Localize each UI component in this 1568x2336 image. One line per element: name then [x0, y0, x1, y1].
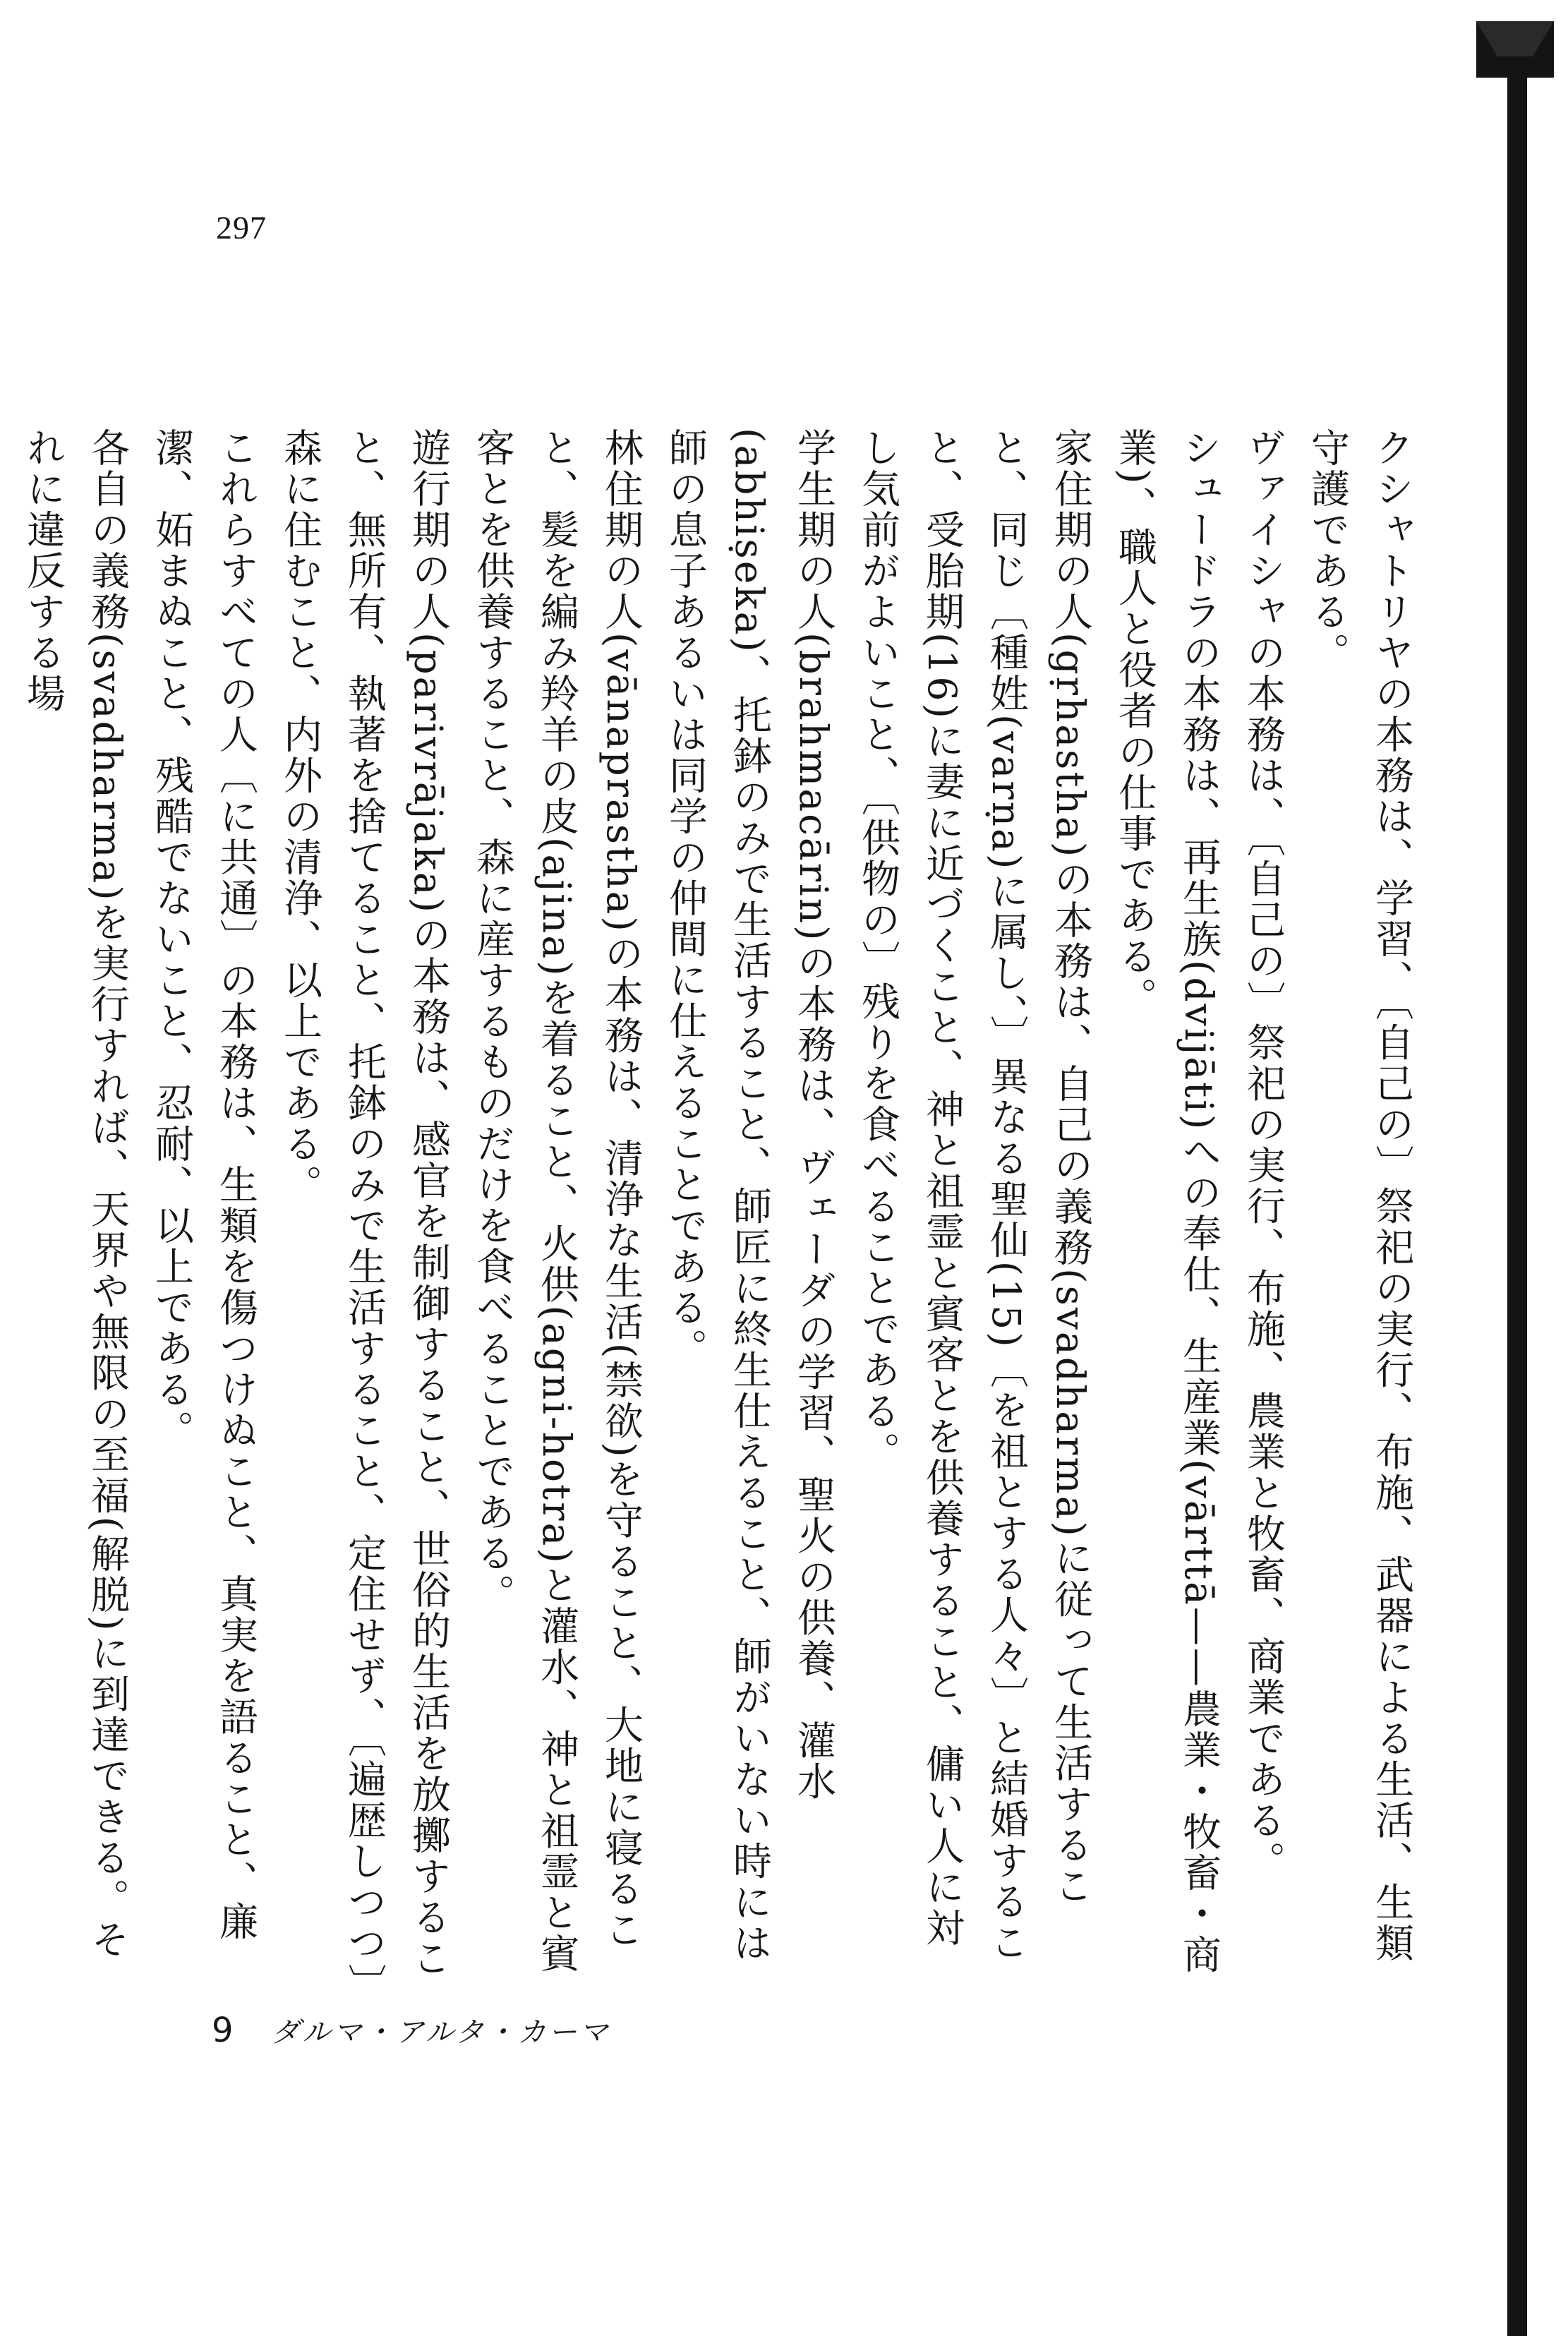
paragraph-common-duties: これらすべての人〔に共通〕の本務は、生類を傷つけぬこと、真実を語ること、廉潔、妬まぬこと、残酷でないこと、忍耐、以上である。 — [149, 428, 258, 1942]
paragraph-kshatriya: クシャトリヤの本務は、学習、〔自己の〕祭祀の実行、布施、武器による生活、生類守護である。 — [1305, 428, 1414, 1964]
paragraph-vanaprastha: 林住期の人(vānaprastha)の本務は、清浄な生活(禁欲)を守ること、大地に寝ること、髪を編み羚羊の皮(ajina)を着ること、火供(agni-hotra)と灌水、神と祖霊と賓客とを供養すること、森に産するものだけを食べることである。 — [470, 428, 644, 1975]
paragraph-vaishya: ヴァイシャの本務は、〔自己の〕祭祀の実行、布施、農業と牧畜、商業である。 — [1241, 428, 1286, 1882]
book-spine-edge — [1476, 0, 1554, 2336]
paragraph-brahmacarin: 学生期の人(brahmacārin)の本務は、ヴェーダの学習、聖火の供養、灌水(abhiṣeka)、托鉢のみで生活すること、師匠に終生仕えること、師がいない時には師の息子あるいは同学の仲間に仕えることである。 — [663, 428, 836, 1964]
paragraph-shudra: シュードラの本務は、再生族(dvijāti)への奉仕、生産業(vārttā——農業・牧畜・商業)、職人と役者の仕事である。 — [1112, 428, 1222, 1975]
chapter-title: ダルマ・アルタ・カーマ — [271, 2016, 611, 2049]
body-text — [20, 428, 1423, 1987]
chapter-number: 9 — [212, 2011, 234, 2050]
paragraph-svadharma: 各自の義務(svadharma)を実行すれば、天界や無限の至福(解脱)に到達できる。それに違反する場 — [20, 428, 130, 1961]
running-footer — [212, 2010, 610, 2050]
page-number: 297 — [216, 210, 267, 246]
paragraph-grhastha: 家住期の人(gṛhastha)の本務は、自己の義務(svadharma)に従って生活すること、同じ〔種姓(varṇa)に属し、〕異なる聖仙(15)〔を祖とする人々〕と結婚すること、受胎期(16)に妻に近づくこと、神と祖霊と賓客とを供養すること、傭い人に対し気前がよいこと、〔供物の〕残りを食べることである。 — [855, 428, 1093, 1963]
paragraph-parivrajaka: 遊行期の人(parivrājaka)の本務は、感官を制御すること、世俗的生活を放擲すること、無所有、執著を捨てること、托鉢のみで生活すること、定住せず、〔遍歴しつつ〕森に住むこと、内外の清浄、以上である。 — [277, 428, 451, 1985]
